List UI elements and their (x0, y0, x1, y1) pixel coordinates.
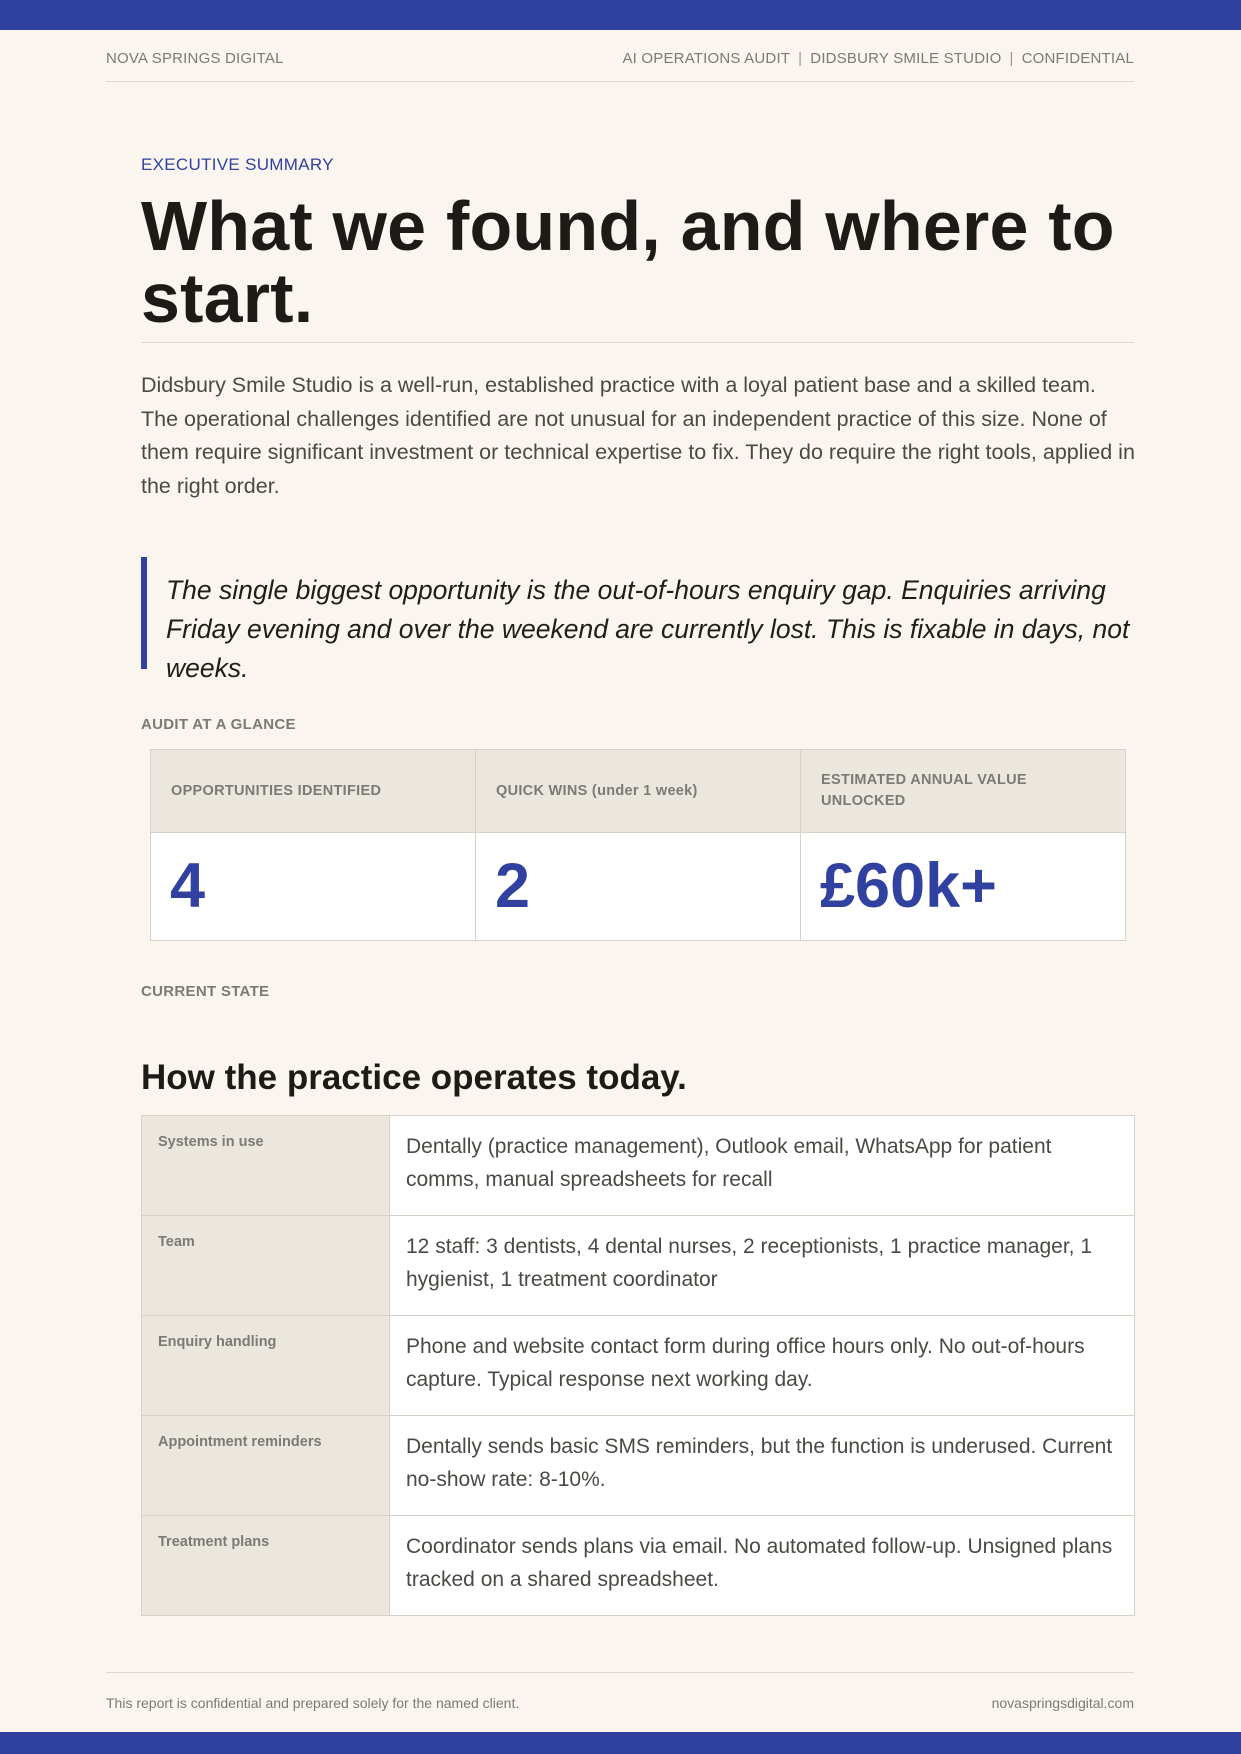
section-eyebrow: EXECUTIVE SUMMARY (141, 155, 334, 174)
glance-header-opportunities: OPPORTUNITIES IDENTIFIED (151, 750, 476, 833)
glance-value-quick-wins: 2 (476, 833, 801, 941)
row-key: Treatment plans (142, 1516, 390, 1616)
bottom-accent-band (0, 1732, 1241, 1754)
row-value: Coordinator sends plans via email. No automated follow-up. Unsigned plans tracked on a shared spreadsheet. (390, 1516, 1135, 1616)
page-title: What we found, and where to start. (141, 187, 1115, 337)
glance-header-annual-value: ESTIMATED ANNUAL VALUE UNLOCKED (801, 750, 1126, 833)
glance-header-row (151, 750, 1126, 833)
row-key: Appointment reminders (142, 1416, 390, 1516)
footer-confidential-note: This report is confidential and prepared solely for the named client. (106, 1695, 520, 1711)
row-value: Dentally sends basic SMS reminders, but the function is underused. Current no-show rate: 8-10%. (390, 1416, 1135, 1516)
brand-name: NOVA SPRINGS DIGITAL (106, 50, 284, 67)
pull-quote (141, 557, 1134, 683)
client-name: DIDSBURY SMILE STUDIO (810, 50, 1002, 67)
table-row (142, 1516, 1135, 1616)
glance-header-quick-wins: QUICK WINS (under 1 week) (476, 750, 801, 833)
table-row (142, 1116, 1135, 1216)
row-value: 12 staff: 3 dentists, 4 dental nurses, 2 receptionists, 1 practice manager, 1 hygienist, 1 treatment coordinator (390, 1216, 1135, 1316)
header-separator: | (798, 50, 803, 67)
row-key: Enquiry handling (142, 1316, 390, 1416)
current-state-label: CURRENT STATE (141, 983, 270, 1000)
glance-section-label: AUDIT AT A GLANCE (141, 716, 296, 733)
title-divider (141, 342, 1134, 343)
glance-value-opportunities: 4 (151, 833, 476, 941)
glance-value-annual-value: £60k+ (801, 833, 1126, 941)
intro-paragraph: Didsbury Smile Studio is a well-run, established practice with a loyal patient base and a skilled team. The operational challenges identified are not unusual for an independent practice of this size. None of them require significant investment or technical expertise to fix. They do require the right tools, applied in the right order. (141, 373, 1135, 498)
classification-label: CONFIDENTIAL (1021, 50, 1134, 67)
table-row (142, 1216, 1135, 1316)
row-value: Phone and website contact form during office hours only. No out-of-hours capture. Typical response next working day. (390, 1316, 1135, 1416)
top-accent-band (0, 0, 1241, 30)
footer-website-link[interactable]: novaspringsdigital.com (991, 1695, 1134, 1711)
table-row (142, 1416, 1135, 1516)
row-key: Systems in use (142, 1116, 390, 1216)
pull-quote-text: The single biggest opportunity is the out-of-hours enquiry gap. Enquiries arriving Friday evening and over the weekend are currently lost. This is fixable in days, not weeks. (166, 575, 1130, 683)
row-value: Dentally (practice management), Outlook email, WhatsApp for patient comms, manual spreadsheets for recall (390, 1116, 1135, 1216)
current-state-table (141, 1115, 1135, 1616)
header-meta (622, 50, 1134, 67)
audit-glance-table (150, 749, 1126, 941)
table-row (142, 1316, 1135, 1416)
header-separator: | (1009, 50, 1014, 67)
page-header (106, 48, 1134, 82)
section-heading: How the practice operates today. (141, 1058, 687, 1097)
page-footer (106, 1672, 1134, 1711)
report-name: AI OPERATIONS AUDIT (622, 50, 791, 67)
row-key: Team (142, 1216, 390, 1316)
glance-value-row (151, 833, 1126, 941)
